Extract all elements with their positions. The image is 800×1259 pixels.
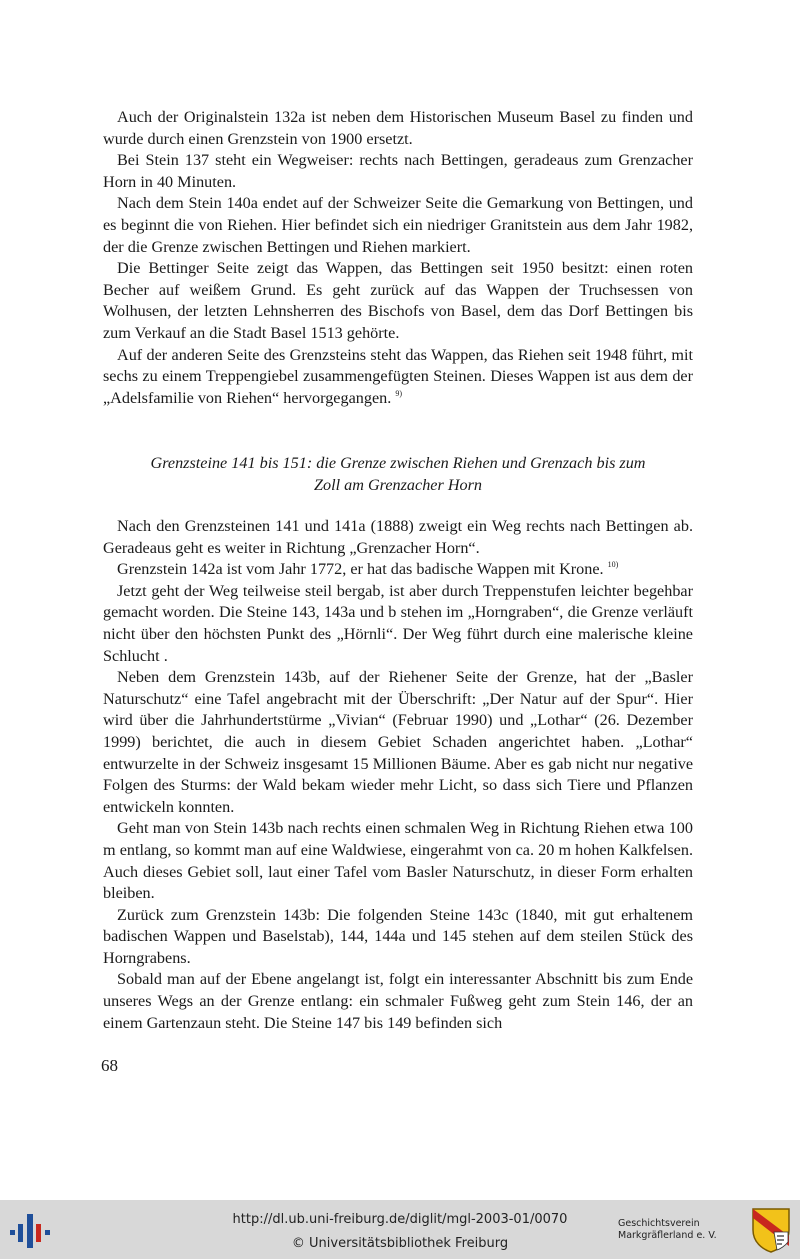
paragraph: Geht man von Stein 143b nach rechts einen schmalen Weg in Richtung Riehen etwa 100 m entlang, so kommt man auf eine Waldwiese, eingerahmt von ca. 20 m hohen Kalkfelsen. Auch dieses Gebiet soll, laut einer Tafel vom Basler Naturschutz, in dieser Form erhalten bleiben.	[103, 819, 693, 903]
paragraph: Zurück zum Grenzstein 143b: Die folgenden Steine 143c (1840, mit gut erhaltenem badischen Wappen und Baselstab), 144, 144a und 145 stehen auf dem steilen Stück des Horngrabens.	[103, 905, 693, 967]
footnote-marker: 10)	[607, 560, 619, 570]
paragraph: Neben dem Grenzstein 143b, auf der Riehener Seite der Grenze, hat der „Basler Naturschutz“ eine Tafel angebracht mit der Überschrift: „Der Natur auf der Spur“. Hier wird über die Jahrhundertstürme „Vivian“ (Februar 1990) und „Lothar“ (26. Dezember 1999) berichtet, die auch in diesem Gebiet Schaden angerichtet haben. „Lothar“ entwurzelte in der Schweiz insgesamt 15 Millionen Bäume. Aber es gab nicht nur negative Folgen des Sturms: der Wald bekam wieder mehr Licht, so dass sich Tiere und Pflanzen entwickeln konnten.	[103, 668, 693, 816]
paragraph: Bei Stein 137 steht ein Wegweiser: rechts nach Bettingen, geradeaus zum Grenzacher Horn in 40 Minuten.	[103, 151, 693, 191]
paragraph: Jetzt geht der Weg teilweise steil bergab, ist aber durch Treppenstufen leichter begehbar gemacht worden. Die Steine 143, 143a und b stehen im „Horngraben“, die Grenze verläuft nicht über den höchsten Punkt des „Hörnli“. Der Weg führt durch eine malerische kleine Schlucht .	[103, 581, 693, 665]
paragraph: Die Bettinger Seite zeigt das Wappen, das Bettingen seit 1950 besitzt: einen roten Becher auf weißem Grund. Es geht zurück auf das Wappen der Truchsessen von Wolhusen, der letzten Lehnsherren des Bischofs von Basel, dem das Dorf Bettingen bis zum Verkauf an die Stadt Basel 1513 gehörte.	[103, 259, 693, 342]
paragraph-text: Auf der anderen Seite des Grenzsteins steht das Wappen, das Riehen seit 1948 führt, mit sechs zu einem Treppengiebel zusammengefügten Steinen. Dieses Wappen ist aus dem der „Adelsfamilie von Riehen“ hervorgegangen.	[103, 345, 693, 407]
society-line-1: Geschichtsverein	[618, 1218, 700, 1229]
paragraph: Nach dem Stein 140a endet auf der Schweizer Seite die Gemarkung von Bettingen, und es beginnt die von Riehen. Hier befindet sich ein niedriger Granitstein aus dem Jahr 1982, der die Grenze zwischen Bettingen und Riehen markiert.	[103, 194, 693, 256]
copyright-text: © Universitätsbibliothek Freiburg	[291, 1236, 509, 1251]
paragraph-with-footnote	[103, 559, 693, 581]
section-heading	[103, 452, 693, 496]
society-name	[618, 1218, 750, 1242]
paragraph: Auch der Originalstein 132a ist neben dem Historischen Museum Basel zu finden und wurde durch einen Grenzstein von 1900 ersetzt.	[103, 108, 693, 148]
paragraph-with-footnote	[103, 345, 693, 410]
paragraph: Nach den Grenzsteinen 141 und 141a (1888) zweigt ein Weg rechts nach Bettingen ab. Geradeaus geht es weiter in Richtung „Grenzacher Horn“.	[103, 517, 693, 557]
heading-line-1: Grenzsteine 141 bis 151: die Grenze zwischen Riehen und Grenzach bis zum	[150, 454, 646, 472]
paragraph-text: Grenzstein 142a ist vom Jahr 1772, er hat das badische Wappen mit Krone.	[117, 560, 604, 579]
heading-line-2: Zoll am Grenzacher Horn	[313, 476, 483, 494]
footnote-marker: 9)	[395, 388, 402, 398]
paragraph: Sobald man auf der Ebene angelangt ist, folgt ein interessanter Abschnitt bis zum Ende unseres Wegs an der Grenze entlang: ein schmaler Fußweg geht zum Stein 146, der an einem Gartenzaun steht. Die Steine 147 bis 149 befinden sich	[103, 970, 693, 1032]
page-number: 68	[101, 1056, 118, 1075]
section-1-text	[103, 107, 693, 409]
source-url[interactable]: http://dl.ub.uni-freiburg.de/diglit/mgl-2003-01/0070	[232, 1212, 568, 1227]
footer-bar	[0, 1200, 800, 1259]
section-2-text	[103, 516, 693, 1034]
society-line-2: Markgräflerland e. V.	[618, 1230, 717, 1241]
coat-of-arms-icon	[750, 1206, 792, 1254]
